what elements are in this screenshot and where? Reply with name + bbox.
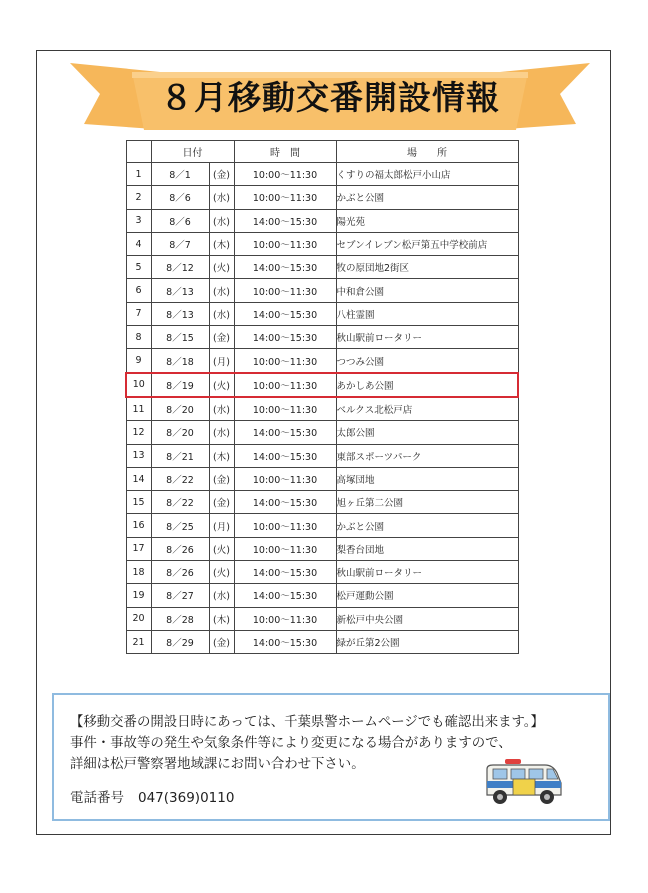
row-place: 新松戸中央公園 [336, 607, 518, 630]
page-title: ８月移動交番開設情報 [160, 77, 500, 117]
table-row [126, 444, 518, 467]
row-time: 10:00〜11:30 [234, 607, 336, 630]
row-number: 12 [126, 421, 151, 444]
row-number: 14 [126, 467, 151, 490]
title-banner [70, 58, 590, 136]
row-date: 8／13 [151, 279, 209, 302]
row-weekday: (金) [209, 491, 234, 514]
row-place: セブンイレブン松戸第五中学校前店 [336, 232, 518, 255]
row-number: 21 [126, 630, 151, 653]
row-date: 8／1 [151, 163, 209, 186]
row-date: 8／21 [151, 444, 209, 467]
header-time: 時 間 [234, 141, 336, 163]
row-time: 14:00〜15:30 [234, 561, 336, 584]
row-weekday: (水) [209, 584, 234, 607]
header-date: 日付 [151, 141, 234, 163]
table-row [126, 537, 518, 560]
notice-line-1: 【移動交番の開設日時にあっては、千葉県警ホームページでも確認出来ます。】 [70, 715, 544, 730]
notice-line-3: 詳細は松戸警察署地域課にお問い合わせ下さい。 [70, 757, 365, 772]
row-number: 20 [126, 607, 151, 630]
row-date: 8／15 [151, 326, 209, 349]
row-time: 10:00〜11:30 [234, 163, 336, 186]
row-number: 10 [126, 373, 151, 397]
row-place: 太郎公園 [336, 421, 518, 444]
row-weekday: (木) [209, 607, 234, 630]
row-place: くすりの福太郎松戸小山店 [336, 163, 518, 186]
row-date: 8／13 [151, 302, 209, 325]
row-place: 陽光苑 [336, 209, 518, 232]
row-time: 14:00〜15:30 [234, 584, 336, 607]
table-row [126, 186, 518, 209]
table-row [126, 232, 518, 255]
row-number: 3 [126, 209, 151, 232]
row-time: 14:00〜15:30 [234, 302, 336, 325]
table-row [126, 349, 518, 373]
table-row [126, 514, 518, 537]
row-place: 秋山駅前ロータリー [336, 561, 518, 584]
row-weekday: (水) [209, 397, 234, 421]
row-time: 10:00〜11:30 [234, 537, 336, 560]
row-number: 5 [126, 256, 151, 279]
table-row [126, 561, 518, 584]
row-date: 8／22 [151, 467, 209, 490]
table-row [126, 209, 518, 232]
row-number: 1 [126, 163, 151, 186]
row-place: あかしあ公園 [336, 373, 518, 397]
table-row [126, 607, 518, 630]
table-row [126, 584, 518, 607]
row-date: 8／20 [151, 397, 209, 421]
row-date: 8／19 [151, 373, 209, 397]
row-date: 8／7 [151, 232, 209, 255]
table-row [126, 256, 518, 279]
table-row [126, 630, 518, 653]
row-place: つつみ公園 [336, 349, 518, 373]
row-place: 八柱霊園 [336, 302, 518, 325]
row-number: 2 [126, 186, 151, 209]
row-date: 8／27 [151, 584, 209, 607]
row-number: 17 [126, 537, 151, 560]
row-number: 15 [126, 491, 151, 514]
row-time: 10:00〜11:30 [234, 186, 336, 209]
row-time: 14:00〜15:30 [234, 491, 336, 514]
row-time: 10:00〜11:30 [234, 397, 336, 421]
row-time: 10:00〜11:30 [234, 349, 336, 373]
row-time: 10:00〜11:30 [234, 467, 336, 490]
row-weekday: (火) [209, 537, 234, 560]
row-place: 秋山駅前ロータリー [336, 326, 518, 349]
row-place: ベルクス北松戸店 [336, 397, 518, 421]
row-place: かぶと公園 [336, 514, 518, 537]
row-weekday: (火) [209, 373, 234, 397]
row-weekday: (水) [209, 279, 234, 302]
row-number: 7 [126, 302, 151, 325]
row-weekday: (月) [209, 349, 234, 373]
row-date: 8／20 [151, 421, 209, 444]
table-row [126, 491, 518, 514]
header-place: 場 所 [336, 141, 518, 163]
row-date: 8／26 [151, 537, 209, 560]
row-weekday: (木) [209, 232, 234, 255]
row-date: 8／25 [151, 514, 209, 537]
row-number: 16 [126, 514, 151, 537]
row-date: 8／29 [151, 630, 209, 653]
phone-label: 電話番号 [70, 790, 124, 806]
row-time: 14:00〜15:30 [234, 209, 336, 232]
row-place: 旭ヶ丘第二公園 [336, 491, 518, 514]
row-weekday: (水) [209, 421, 234, 444]
table-row [126, 397, 518, 421]
header-number [126, 141, 151, 163]
row-weekday: (火) [209, 561, 234, 584]
row-weekday: (金) [209, 630, 234, 653]
row-time: 14:00〜15:30 [234, 444, 336, 467]
row-date: 8／22 [151, 491, 209, 514]
row-number: 4 [126, 232, 151, 255]
row-time: 10:00〜11:30 [234, 373, 336, 397]
row-time: 10:00〜11:30 [234, 232, 336, 255]
table-row [126, 326, 518, 349]
table-row [126, 467, 518, 490]
table-row [126, 279, 518, 302]
row-weekday: (水) [209, 302, 234, 325]
row-time: 14:00〜15:30 [234, 421, 336, 444]
row-date: 8／6 [151, 209, 209, 232]
table-row [126, 421, 518, 444]
row-place: 松戸運動公園 [336, 584, 518, 607]
table-header-row [126, 141, 518, 163]
row-number: 18 [126, 561, 151, 584]
row-date: 8／12 [151, 256, 209, 279]
row-date: 8／26 [151, 561, 209, 584]
row-number: 11 [126, 397, 151, 421]
row-time: 10:00〜11:30 [234, 514, 336, 537]
phone-number: 047(369)0110 [138, 790, 235, 806]
row-place: 梨香台団地 [336, 537, 518, 560]
row-number: 13 [126, 444, 151, 467]
row-number: 9 [126, 349, 151, 373]
row-time: 14:00〜15:30 [234, 256, 336, 279]
row-weekday: (金) [209, 163, 234, 186]
row-weekday: (木) [209, 444, 234, 467]
police-van-icon [483, 757, 565, 811]
row-weekday: (火) [209, 256, 234, 279]
row-time: 14:00〜15:30 [234, 630, 336, 653]
row-place: 中和倉公園 [336, 279, 518, 302]
schedule-table [125, 140, 519, 654]
row-time: 14:00〜15:30 [234, 326, 336, 349]
row-weekday: (水) [209, 209, 234, 232]
row-place: 牧の原団地2街区 [336, 256, 518, 279]
row-weekday: (水) [209, 186, 234, 209]
notice-line-2: 事件・事故等の発生や気象条件等により変更になる場合がありますので、 [70, 736, 512, 751]
row-place: かぶと公園 [336, 186, 518, 209]
row-date: 8／6 [151, 186, 209, 209]
table-row [126, 163, 518, 186]
row-place: 高塚団地 [336, 467, 518, 490]
row-date: 8／28 [151, 607, 209, 630]
row-place: 緑が丘第2公園 [336, 630, 518, 653]
row-place: 東部スポーツパーク [336, 444, 518, 467]
row-number: 6 [126, 279, 151, 302]
row-weekday: (月) [209, 514, 234, 537]
row-weekday: (金) [209, 326, 234, 349]
row-time: 10:00〜11:30 [234, 279, 336, 302]
row-number: 19 [126, 584, 151, 607]
phone-contact [70, 786, 248, 806]
table-row [126, 373, 518, 397]
schedule-body [126, 163, 518, 654]
row-date: 8／18 [151, 349, 209, 373]
table-row [126, 302, 518, 325]
row-weekday: (金) [209, 467, 234, 490]
row-number: 8 [126, 326, 151, 349]
